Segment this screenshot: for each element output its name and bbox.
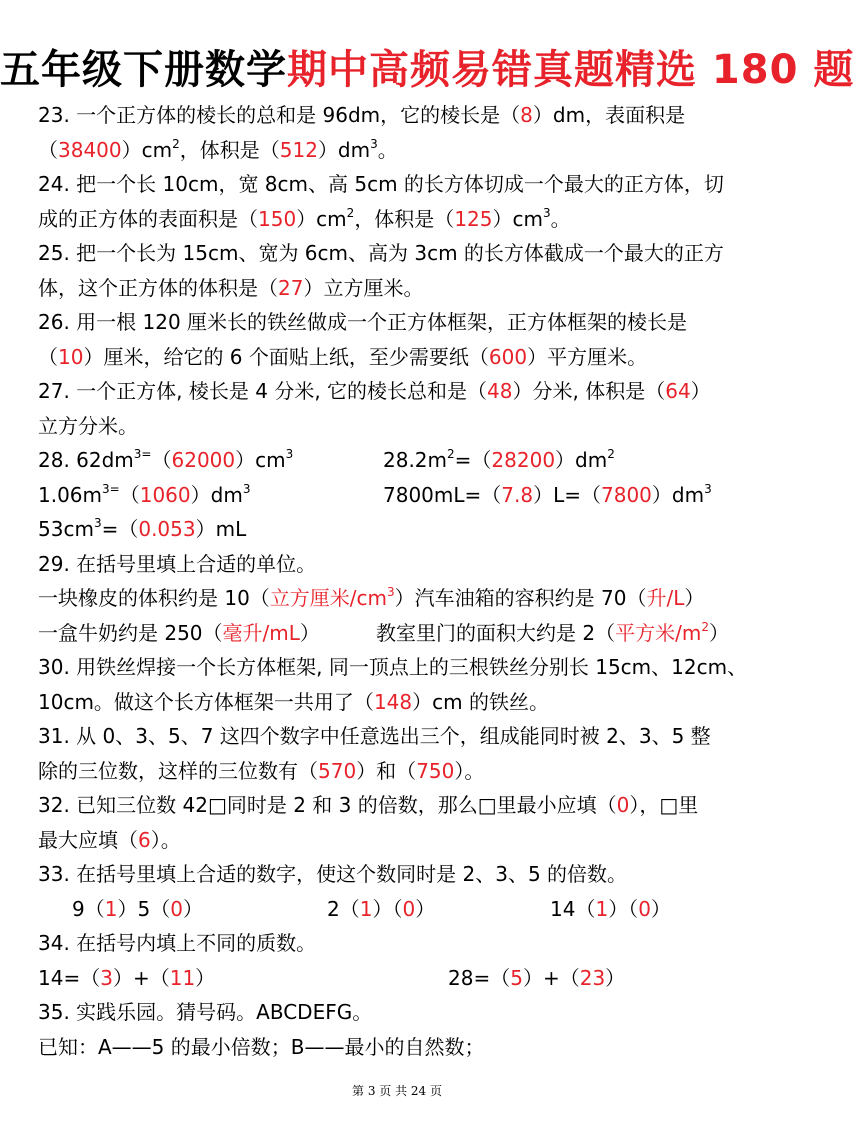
answer: 62000 xyxy=(171,448,236,472)
answer: 1 xyxy=(359,896,373,921)
q29-row2-left: 一盒牛奶约是 250（毫升/mL） xyxy=(38,620,320,645)
q29-row1: 一块橡皮的体积约是 10（立方厘米$/cm^3$）汽车油箱的容积约是 70（升/L） xyxy=(38,585,705,610)
q34-row xyxy=(38,961,758,996)
answer: 570 xyxy=(318,758,357,783)
answer: 64 xyxy=(665,379,691,403)
answer: 148 xyxy=(373,689,413,714)
q32-line2: 最大应填（6）。 xyxy=(38,827,181,852)
q28-part3: $1.06m^{3=}(1060)dm^3$ xyxy=(38,481,251,507)
title-black: 五年级下册数学 xyxy=(0,47,287,93)
answer: 1 xyxy=(104,896,118,921)
q33-group2: 2（1）（0） xyxy=(327,896,436,921)
q31-line1: 31. 从 0、3、5、7 这四个数字中任意选出三个，组成能同时被 2、3、5 整 xyxy=(38,724,711,748)
q24-line2: 成的正方体的表面积是$(150)cm^2$，体积是$(125)cm^3$。 xyxy=(38,205,571,231)
q27-line2: 立方分米。 xyxy=(38,413,138,438)
q35-line1: 35. 实践乐园。猜号码。ABCDEFG。 xyxy=(38,1000,373,1024)
q32-line1: 32. 已知三位数 42□同时是 2 和 3 的倍数，那么□里最小应填（0），□里 xyxy=(38,793,699,817)
q29-line1: 29. 在括号里填上合适的单位。 xyxy=(38,551,317,576)
q33-row xyxy=(38,892,758,927)
answer: 23 xyxy=(579,965,606,990)
answer: 3 xyxy=(100,965,113,990)
answer: 512 xyxy=(279,137,318,162)
answer: 0.053 xyxy=(138,517,196,541)
q30-line2: 10cm。做这个长方体框架一共用了（148）cm 的铁丝。 xyxy=(38,689,549,714)
answer: 0 xyxy=(638,896,651,921)
q25-line2: 体，这个正方体的体积是（27）立方厘米。 xyxy=(38,275,424,300)
question-list xyxy=(38,98,758,1064)
answer: 750 xyxy=(416,758,455,783)
q34-eq1: 14=（3）+（11） xyxy=(38,965,216,990)
q30-line1: 30. 用铁丝焊接一个长方体框架, 同一顶点上的三根铁丝分别长 15cm、12cm、 xyxy=(38,655,748,679)
page-title xyxy=(0,38,854,95)
q33-group1: 9（1）5（0） xyxy=(72,896,203,921)
answer: 1 xyxy=(595,896,609,921)
q33-group3: 14（1）（0） xyxy=(550,896,671,921)
answer: 150 xyxy=(258,206,297,231)
q29-row2 xyxy=(38,616,758,651)
answer: 0 xyxy=(402,896,416,921)
answer: 7800 xyxy=(601,482,652,507)
q28-part2: $28.2m^2=(28200)dm^2$ xyxy=(383,447,615,472)
title-red: 期中高频易错真题精选 180 题 xyxy=(287,47,854,93)
answer: 平方米/m xyxy=(615,620,702,645)
answer: 0 xyxy=(170,896,183,921)
page-footer: 第 3 页 共 24 页 xyxy=(352,1084,442,1098)
answer: 10 xyxy=(58,344,84,369)
q28-row1 xyxy=(38,443,758,478)
answer: 5 xyxy=(510,965,523,990)
answer: 38400 xyxy=(58,137,122,162)
answer: 48 xyxy=(487,379,513,403)
answer: 600 xyxy=(488,344,528,369)
answer: 8 xyxy=(520,103,533,127)
answer: 毫升/mL xyxy=(222,620,300,645)
answer: 立方厘米/cm xyxy=(269,586,388,610)
q28-part4: $7800mL=(7.8)L=(7800)dm^3$ xyxy=(383,481,712,507)
q26-line1: 26. 用一根 120 厘米长的铁丝做成一个正方体框架，正方体框架的棱长是 xyxy=(38,310,688,334)
q29-row2-right: 教室里门的面积大约是 2（平方米$/m^2$） xyxy=(376,619,729,645)
q34-eq2: 28=（5）+（23） xyxy=(448,965,626,990)
q33-line1: 33. 在括号里填上合适的数字，使这个数同时是 2、3、5 的倍数。 xyxy=(38,862,628,886)
answer: 27 xyxy=(278,275,304,300)
answer: 6 xyxy=(138,827,151,852)
q28-part1: 28. $62dm^{3=}(62000)cm^3$ xyxy=(38,447,294,472)
q27-line1: 27. 一个正方体, 棱长是 4 分米, 它的棱长总和是（48）分米, 体积是（64） xyxy=(38,379,711,403)
answer: 1060 xyxy=(139,482,191,507)
q28-part5: $53cm^3=(0.053)mL$ xyxy=(38,516,247,541)
q31-line2: 除的三位数，这样的三位数有（570）和（750）。 xyxy=(38,758,485,783)
q26-line2: （10）厘米，给它的 6 个面贴上纸，至少需要纸（600）平方厘米。 xyxy=(38,344,648,369)
q28-row2 xyxy=(38,478,758,513)
answer: 0 xyxy=(616,793,630,817)
q34-line1: 34. 在括号内填上不同的质数。 xyxy=(38,931,317,955)
q23-line2: $(38400)cm^2$，体积是$(512)dm^3$。 xyxy=(38,136,398,162)
answer: 11 xyxy=(169,965,196,990)
q23-line1: 23. 一个正方体的棱长的总和是 96dm，它的棱长是（8）dm，表面积是 xyxy=(38,103,686,127)
q24-line1: 24. 把一个长 10cm，宽 8cm、高 5cm 的长方体切成一个最大的正方体，切 xyxy=(38,172,724,196)
q35-line2: 已知：A——5 的最小倍数；B——最小的自然数； xyxy=(38,1034,485,1059)
answer: 28200 xyxy=(491,448,556,472)
q25-line1: 25. 把一个长为 15cm、宽为 6cm、高为 3cm 的长方体截成一个最大的正方 xyxy=(38,241,724,265)
answer: 7.8 xyxy=(501,482,534,507)
answer: 升/L xyxy=(646,586,685,610)
answer: 125 xyxy=(454,206,493,231)
